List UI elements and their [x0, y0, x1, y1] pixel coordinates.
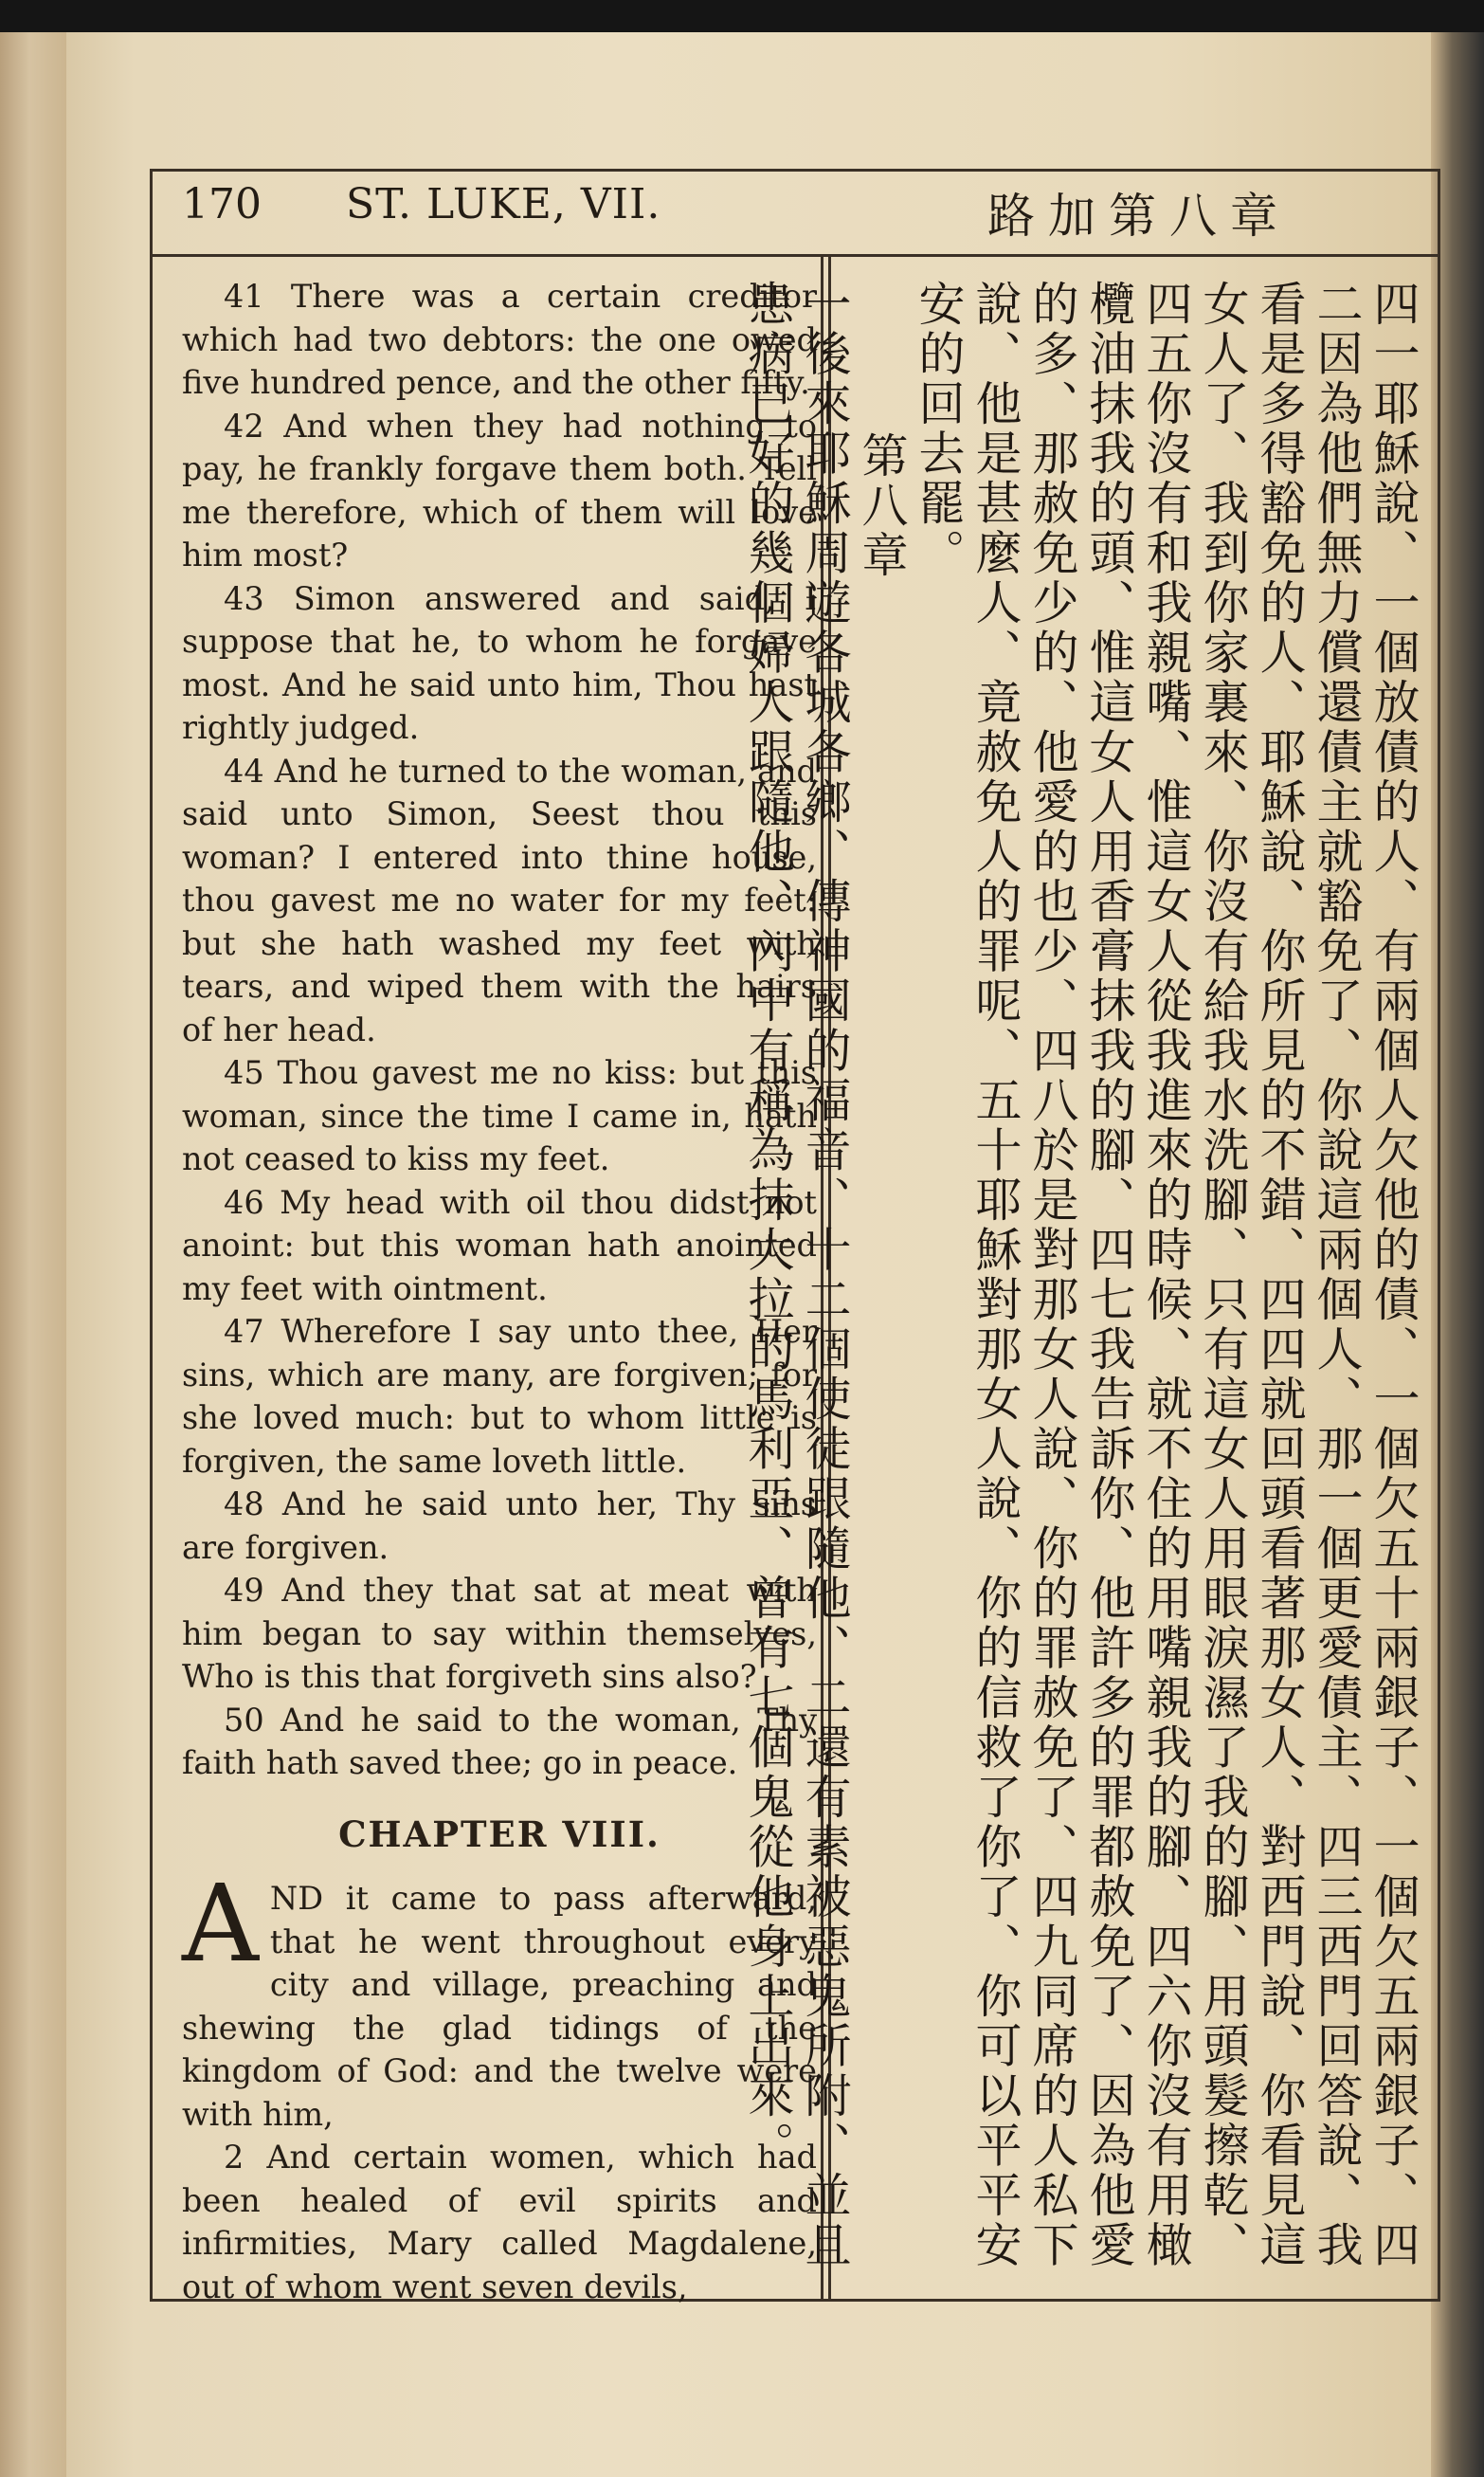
scan-top-border [0, 0, 1484, 32]
running-title-prefix: ST [346, 180, 399, 228]
verse-46: 46 My head with oil thou didst not anoint: but this woman hath anointed my feet with ointment. [182, 1183, 817, 1307]
chinese-column [741, 280, 1421, 2289]
chinese-chapter-heading: 第八章 [855, 431, 909, 581]
chapter-8-verse-1 [182, 1863, 817, 2136]
chinese-running-title: 路加第八章 [987, 189, 1291, 244]
chinese-chapter-8-text: 一後來耶穌周遊各城各鄉、傳神國的福音、十二個使徒跟隨他、二還有素被惡鬼所附、並且患病已好的幾個婦人跟隨他、內中有稱為抹大拉的馬利亞、曾有七個鬼從他身上出來。 [741, 280, 852, 2270]
verse-43: 43 Simon answered and said, I suppose that he, to whom he forgave most. And he said unto him, Thou hast rightly judged. [182, 579, 817, 746]
drop-cap: A [182, 1863, 259, 1986]
english-column [182, 275, 817, 2308]
verse-45: 45 Thou gavest me no kiss: but this woman, since the time I came in, hath not ceased to kiss my feet. [182, 1054, 817, 1177]
verse-47: 47 Wherefore I say unto thee, Her sins, which are many, are forgiven; for she loved much: but to whom little is forgiven, the same loveth little. [182, 1313, 817, 1480]
verse-1-text: ND it came to pass afterward, that he went throughout every city and village, preaching and shewing the glad tidings of the kingdom of God: and the twelve were with him, [182, 1880, 817, 2133]
header-rule [150, 254, 1440, 257]
chapter-heading: CHAPTER VIII. [338, 1812, 661, 1855]
verse-48: 48 And he said unto her, Thy sins are forgiven. [182, 1485, 817, 1566]
running-title-rest: . LUKE, VII. [398, 180, 661, 228]
running-title [346, 180, 661, 228]
chinese-chapter-7-text: 四一耶穌說、一個放債的人、有兩個人欠他的債、一個欠五十兩銀子、一個欠五兩銀子、四二因為他們無力償還債主就豁免了、你說這兩個人、那一個更愛債主、四三西門回答說、我看是多得豁免的人、耶穌說、你所見的不錯、四四就回頭看著那女人、對西門說、你看見這女人了、我到你家裏來、你沒有給我水洗腳、只有這女人用眼淚濕了我的腳、用頭髮擦乾、四五你沒有和我親嘴、惟這女人從我進來的時候、就不住的用嘴親我的腳、四六你沒有用橄欖油抹我的頭、惟這女人用香膏抹我的腳、四七我告訴你、他許多的罪都赦免了、因為他愛的多、那赦免少的、他愛的也少、四八於是對那女人說、你的罪赦免了、四九同席的人私下說、他是甚麼人、竟赦免人的罪呢、五十耶穌對那女人說、你的信救了你了、你可以平平安安的回去罷。 [912, 280, 1421, 2270]
book-gutter [0, 32, 66, 2477]
verse-50: 50 And he said to the woman, Thy faith hath saved thee; go in peace. [182, 1701, 817, 1781]
verse-41: 41 There was a certain creditor which had two debtors: the one owed five hundred pence, and the other fifty. [182, 278, 817, 401]
verse-49: 49 And they that sat at meat with him began to say within themselves, Who is this that forgiveth sins also? [182, 1572, 817, 1695]
verse-44: 44 And he turned to the woman, and said unto Simon, Seest thou this woman? I entered into thine house, thou gavest me no water for my feet: but she hath washed my feet with tears, and wiped them with the hairs of her head. [182, 752, 817, 1048]
verse-42: 42 And when they had nothing to pay, he frankly forgave them both. Tell me therefore, which of them will love him most? [182, 407, 817, 574]
chapter-8-verse-2: 2 And certain women, which had been healed of evil spirits and infirmities, Mary called Magdalene, out of whom went seven devils, [182, 2139, 817, 2305]
page-number: 170 [182, 180, 262, 228]
